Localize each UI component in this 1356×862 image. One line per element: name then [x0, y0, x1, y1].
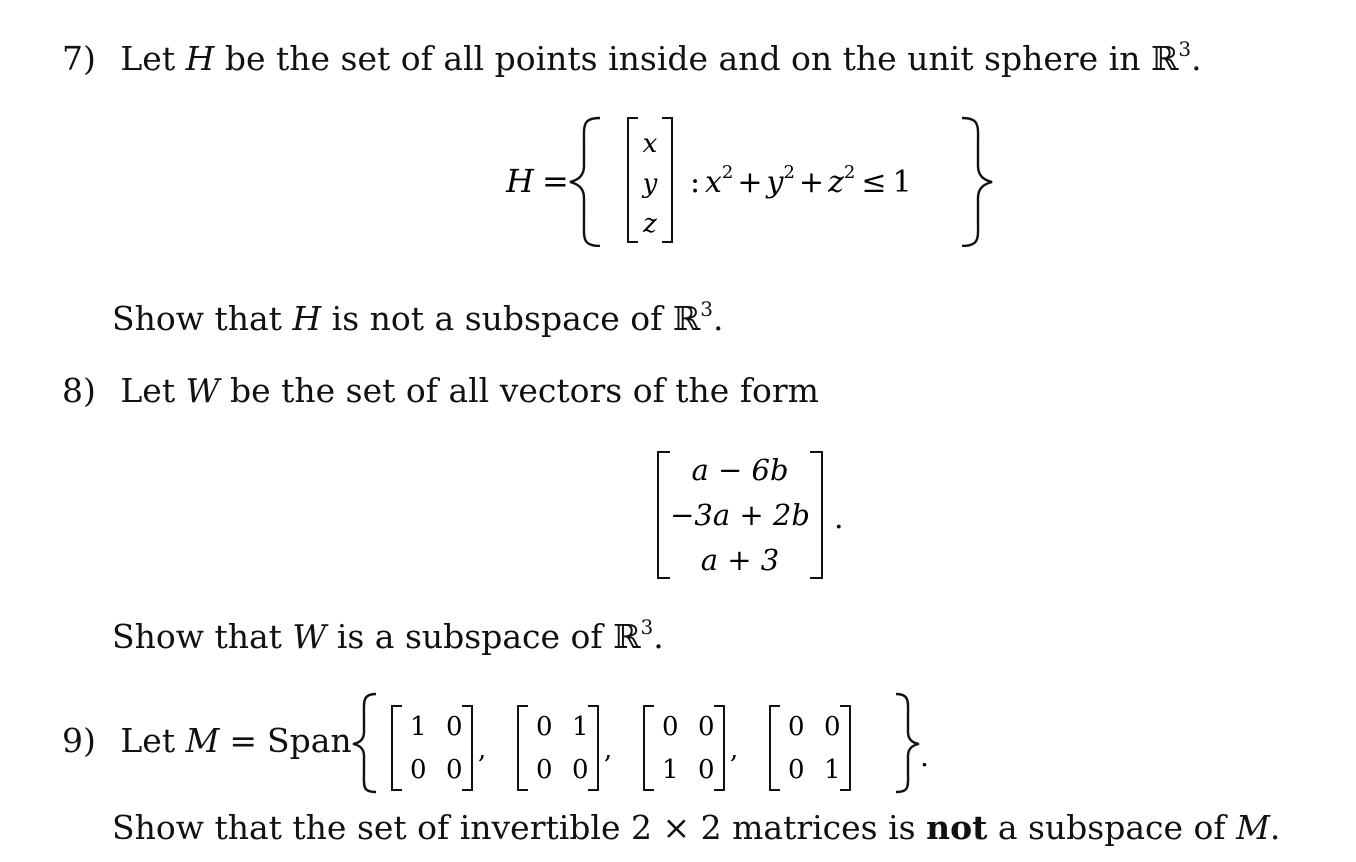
- problem-text: Show that: [112, 617, 293, 656]
- problem-text: a subspace of: [987, 808, 1237, 847]
- matrix: [770, 706, 850, 790]
- right-bracket-shape: [662, 118, 672, 242]
- comma: ,: [478, 735, 487, 765]
- problem-7-line: [62, 37, 1202, 78]
- span-operator: Span: [267, 721, 352, 760]
- right-brace-shape: [896, 694, 919, 792]
- problem-number: 7): [62, 39, 96, 78]
- math-variable: H: [506, 162, 534, 200]
- problem-text: Show that the set of invertible 2 × 2 matrices is: [112, 808, 927, 847]
- matrix-entry: 0: [662, 712, 679, 742]
- problem-text: Show that: [112, 299, 293, 338]
- math-colon: :: [690, 165, 701, 200]
- right-bracket-shape: [810, 452, 822, 578]
- matrix-entry: 0: [536, 712, 553, 742]
- matrix-entry: 1: [572, 712, 589, 742]
- matrix: [518, 706, 612, 790]
- problem-number: 9): [62, 721, 96, 760]
- problem-text: is a subspace of: [326, 617, 614, 656]
- vector-entry: a + 3: [700, 543, 780, 577]
- left-bracket-shape: [392, 706, 402, 790]
- matrix-entry: 0: [410, 755, 427, 785]
- math-variable: M: [1236, 808, 1270, 847]
- matrix-entry: 1: [410, 712, 427, 742]
- comma: ,: [604, 735, 613, 765]
- math-exponent: 3: [1178, 37, 1192, 61]
- math-space: ℝ: [613, 617, 641, 656]
- matrix-entry: 0: [698, 712, 715, 742]
- matrix-entry: 1: [824, 755, 841, 785]
- problem-8-line: [62, 371, 819, 410]
- problem-text: is not a subspace of: [321, 299, 673, 338]
- math-variable: H: [185, 39, 215, 78]
- left-brace-shape: [353, 694, 376, 792]
- vector-entry: a − 6b: [691, 453, 789, 487]
- math-variable: H: [292, 299, 322, 338]
- left-bracket-shape: [770, 706, 780, 790]
- math-variable: W: [292, 617, 327, 656]
- right-bracket-shape: [462, 706, 472, 790]
- punctuation: .: [920, 740, 929, 773]
- span-matrices: [350, 690, 930, 795]
- punctuation: .: [712, 299, 724, 338]
- punctuation: .: [1269, 808, 1281, 847]
- set-equation-h: [500, 112, 1000, 247]
- matrix: [644, 706, 738, 790]
- left-bracket-shape: [658, 452, 670, 578]
- matrix-entry: 0: [446, 712, 463, 742]
- right-bracket-shape: [840, 706, 850, 790]
- vector-entry: y: [642, 169, 658, 199]
- vector-entry: z: [643, 209, 657, 239]
- problem-text: Let: [120, 721, 186, 760]
- matrix-list: [392, 706, 850, 790]
- matrix: [392, 706, 486, 790]
- problem-text: Let: [120, 39, 186, 78]
- problem-number: 8): [62, 371, 96, 410]
- math-variable: M: [185, 721, 220, 760]
- matrix-entry: 0: [536, 755, 553, 785]
- problem-9-task: [112, 808, 1281, 847]
- matrix-entry: 0: [446, 755, 463, 785]
- problem-text: be the set of all vectors of the form: [219, 371, 819, 410]
- math-exponent: 3: [640, 615, 654, 639]
- punctuation: .: [834, 501, 844, 536]
- matrix-entry: 0: [698, 755, 715, 785]
- vector-entry: x: [642, 129, 658, 159]
- math-equals: =: [229, 721, 258, 760]
- problem-9-line: [62, 721, 352, 760]
- problem-text: Let: [120, 371, 186, 410]
- right-brace-shape: [962, 118, 992, 246]
- matrix-entry: 1: [662, 755, 679, 785]
- vector-w: [650, 448, 860, 583]
- math-condition: $x^2 + y^2 + z^2 \le 1$: [705, 162, 912, 200]
- math-space: ℝ: [672, 299, 701, 338]
- math-exponent: 3: [700, 297, 713, 321]
- right-bracket-shape: [588, 706, 598, 790]
- comma: ,: [730, 735, 739, 765]
- matrix-entry: 0: [572, 755, 589, 785]
- problem-8-task: [112, 615, 664, 656]
- problem-7-task: [112, 297, 724, 338]
- math-equals: =: [542, 162, 569, 200]
- math-variable: W: [185, 371, 220, 410]
- matrix-entry: 0: [824, 712, 841, 742]
- vector-entry: −3a + 2b: [670, 498, 810, 532]
- math-space: ℝ: [1150, 39, 1179, 78]
- punctuation: .: [1191, 39, 1202, 78]
- matrix-entry: 0: [788, 755, 805, 785]
- matrix-entry: 0: [788, 712, 805, 742]
- emphasis-text: not: [926, 808, 988, 847]
- left-brace-shape: [570, 118, 600, 246]
- left-bracket-shape: [518, 706, 528, 790]
- left-bracket-shape: [628, 118, 638, 242]
- left-bracket-shape: [644, 706, 654, 790]
- right-bracket-shape: [714, 706, 724, 790]
- punctuation: .: [653, 617, 664, 656]
- problem-text: be the set of all points inside and on the unit sphere in: [214, 39, 1151, 78]
